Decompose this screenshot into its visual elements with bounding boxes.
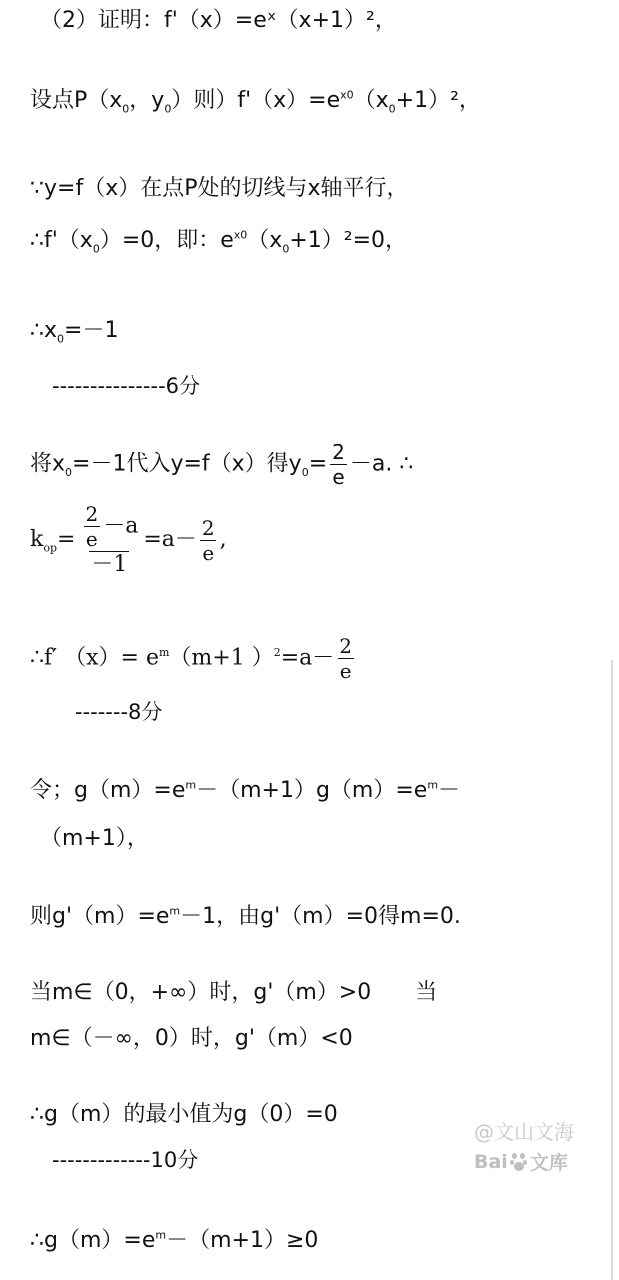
proof-line-4: $\therefore f'(x_0)=0$，即：$e^{x0}(x_0+1)^2=0$，	[30, 228, 408, 256]
proof-line-7: 将$x_0=-1$代入y=f（x）得$y_0=$ $\frac{2}{e}$ －a. ∴	[30, 440, 414, 489]
fraction-2-over-e: $\frac{2}{e}$	[339, 634, 353, 683]
fraction-2-over-e: $\frac{2}{e}$	[332, 440, 345, 489]
proof-line-11: 令；$g(m)=e^m-(m+1)g(m)=e^m-$	[30, 778, 461, 803]
fraction-2-over-e: $\frac{2}{e}$	[85, 502, 99, 551]
score-6: ---------------6分	[52, 374, 201, 398]
proof-line-13: 则$g'(m)=e^m-1$，由g'（m）=0得m=0.	[30, 904, 461, 929]
proof-line-3: ∵y=f（x）在点P处的切线与x轴平行，	[30, 176, 409, 201]
proof-line-16: ∴g（m）的最小值为g（0）=0	[30, 1102, 338, 1127]
proof-line-12: （m+1），	[40, 826, 149, 851]
proof-line-8: $k_{op}=$ $\frac{2}{e}$ －a －1 =a－ $\frac{2}{e}$ ,	[30, 502, 227, 577]
scrollbar[interactable]	[611, 660, 613, 1280]
score-10: -------------10分	[52, 1148, 199, 1172]
proof-line-2: 设点$P(x_0$，$y_0$）则）$f'(x)=e^{x0}(x_0+1)^2$，	[30, 88, 481, 116]
proof-line-1: （2）证明：f'（x）=eˣ（x+1）²，	[40, 8, 397, 33]
proof-line-15: m∈（－∞，0）时，g'（m）<0	[30, 1026, 353, 1051]
slope-fraction: $\frac{2}{e}$ －a －1	[85, 502, 139, 577]
watermark-author: @文山文海	[474, 1120, 574, 1144]
proof-line-5: $\therefore x_0=-1$	[30, 318, 119, 346]
proof-line-9: ∴f′ $(x)= e^m(m+1$ ）$^2$=a－ $\frac{2}{e}$	[30, 634, 353, 683]
paw-icon	[510, 1153, 528, 1171]
proof-line-14: 当m∈（0，+∞）时，g'（m）>0 当	[30, 980, 438, 1005]
fraction-2-over-e: $\frac{2}{e}$	[201, 515, 215, 565]
score-8: -------8分	[75, 700, 163, 724]
baidu-wenku-logo: Bai 文库	[474, 1150, 568, 1174]
proof-line-18: $\therefore g(m)=e^m-(m+1)\ge 0$	[30, 1228, 319, 1253]
